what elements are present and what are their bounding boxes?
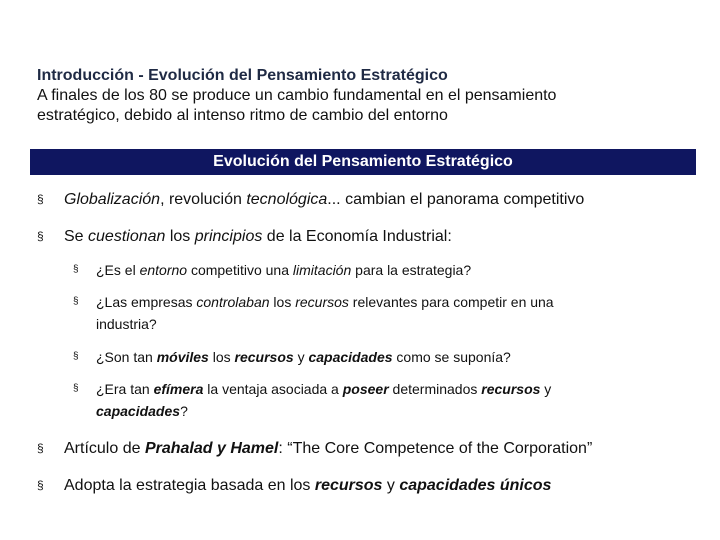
emphasis: recursos xyxy=(481,381,541,397)
bullet-marker: § xyxy=(37,229,44,243)
emphasis: capacidades únicos xyxy=(399,477,552,494)
bullet-text: Artículo de Prahalad y Hamel: “The Core Competence of the Corporation” xyxy=(64,440,593,457)
emphasis: Prahalad y Hamel xyxy=(144,440,279,457)
emphasis: recursos xyxy=(295,294,349,310)
emphasis: móviles xyxy=(156,349,209,365)
emphasis: principios xyxy=(194,228,263,245)
bullet-text: ¿Era tan efímera la ventaja asociada a poseer determinados recursos y capacidades? xyxy=(96,381,552,419)
emphasis: capacidades xyxy=(96,403,181,419)
emphasis: tecnológica xyxy=(246,191,328,208)
sub-bullet-controlaban xyxy=(73,291,673,335)
sub-bullet-moviles xyxy=(73,346,673,368)
slide-subtitle-line-1: A finales de los 80 se produce un cambio fundamental en el pensamiento xyxy=(37,87,557,104)
emphasis: Globalización xyxy=(64,191,161,208)
bullet-marker: § xyxy=(37,441,44,455)
bullet-prahalad-hamel xyxy=(37,438,687,459)
emphasis: limitación xyxy=(292,262,352,278)
emphasis: cuestionan xyxy=(88,228,166,245)
bullet-text: Se cuestionan los principios de la Economía Industrial: xyxy=(64,228,452,245)
bullet-globalizacion xyxy=(37,189,687,210)
bullet-marker: § xyxy=(37,478,44,492)
slide-title: Introducción - Evolución del Pensamiento Estratégico xyxy=(37,67,448,84)
emphasis: capacidades xyxy=(308,349,393,365)
emphasis: controlaban xyxy=(196,294,270,310)
emphasis: poseer xyxy=(342,381,389,397)
bullet-text: Adopta la estrategia basada en los recursos y capacidades únicos xyxy=(64,477,552,494)
emphasis: recursos xyxy=(234,349,294,365)
bullet-marker: § xyxy=(73,264,79,275)
sub-bullet-efimera xyxy=(73,378,673,422)
bullet-text: Globalización, revolución tecnológica... cambian el panorama competitivo xyxy=(64,191,585,208)
bullet-marker: § xyxy=(73,351,79,362)
section-banner: Evolución del Pensamiento Estratégico xyxy=(30,149,696,175)
emphasis: recursos xyxy=(314,477,383,494)
bullet-marker: § xyxy=(73,296,79,307)
bullet-marker: § xyxy=(73,383,79,394)
bullet-marker: § xyxy=(37,192,44,206)
bullet-text: ¿Son tan móviles los recursos y capacidades como se suponía? xyxy=(96,349,511,365)
slide-header xyxy=(37,66,697,126)
emphasis: efímera xyxy=(153,381,204,397)
bullet-recursos-capacidades xyxy=(37,475,687,496)
emphasis: entorno xyxy=(139,262,188,278)
bullet-cuestionan xyxy=(37,226,687,247)
slide-subtitle-line-2: estratégico, debido al intenso ritmo de cambio del entorno xyxy=(37,107,448,124)
bullet-text: ¿Las empresas controlaban los recursos relevantes para competir en una industria? xyxy=(96,294,554,332)
sub-bullet-entorno xyxy=(73,259,673,281)
bullet-text: ¿Es el entorno competitivo una limitación para la estrategia? xyxy=(96,262,472,278)
